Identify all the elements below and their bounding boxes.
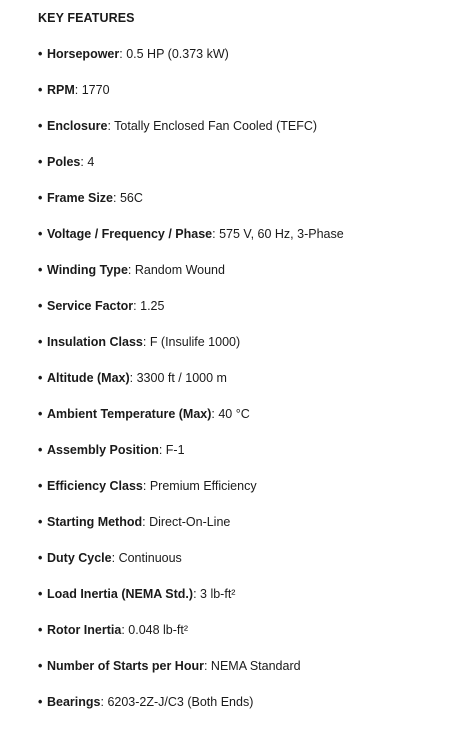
bullet-icon: •: [38, 443, 43, 457]
bullet-icon: •: [38, 47, 43, 61]
feature-name: Rotor Inertia: [47, 623, 122, 637]
feature-name: RPM: [47, 83, 75, 97]
bullet-icon: •: [38, 335, 43, 349]
feature-name: Winding Type: [47, 263, 128, 277]
feature-item: [38, 82, 460, 98]
feature-value: F (Insulife 1000): [149, 335, 241, 349]
feature-name: Insulation Class: [47, 335, 143, 349]
feature-value: 6203-2Z-J/C3 (Both Ends): [107, 695, 254, 709]
feature-item: [38, 622, 460, 638]
feature-value: Totally Enclosed Fan Cooled (TEFC): [114, 119, 318, 133]
feature-name: Ambient Temperature (Max): [47, 407, 212, 421]
feature-item: [38, 298, 460, 314]
feature-name: Bearings: [47, 695, 101, 709]
bullet-icon: •: [38, 83, 43, 97]
section-title: KEY FEATURES: [38, 11, 135, 25]
feature-item: [38, 586, 460, 602]
feature-name: Number of Starts per Hour: [47, 659, 204, 673]
feature-value: 1.25: [140, 299, 165, 313]
feature-value: 4: [87, 155, 95, 169]
feature-list: [38, 46, 460, 730]
bullet-icon: •: [38, 659, 43, 673]
feature-separator: :: [127, 263, 135, 277]
feature-separator: :: [100, 695, 108, 709]
bullet-icon: •: [38, 119, 43, 133]
bullet-icon: •: [38, 695, 43, 709]
feature-value: Direct-On-Line: [149, 515, 231, 529]
feature-item: [38, 694, 460, 710]
feature-name: Load Inertia (NEMA Std.): [47, 587, 194, 601]
feature-item: [38, 46, 460, 62]
feature-item: [38, 154, 460, 170]
feature-item: [38, 442, 460, 458]
feature-item: [38, 226, 460, 242]
feature-item: [38, 334, 460, 350]
bullet-icon: •: [38, 407, 43, 421]
feature-item: [38, 118, 460, 134]
feature-item: [38, 406, 460, 422]
bullet-icon: •: [38, 623, 43, 637]
feature-separator: :: [203, 659, 211, 673]
feature-name: Service Factor: [47, 299, 134, 313]
feature-name: Altitude (Max): [47, 371, 130, 385]
feature-separator: :: [74, 83, 82, 97]
feature-separator: :: [111, 551, 119, 565]
feature-item: [38, 190, 460, 206]
feature-value: 0.5 HP (0.373 kW): [126, 47, 229, 61]
bullet-icon: •: [38, 155, 43, 169]
feature-separator: :: [133, 299, 141, 313]
feature-separator: :: [80, 155, 88, 169]
feature-item: [38, 550, 460, 566]
feature-separator: :: [212, 227, 220, 241]
feature-value: Continuous: [118, 551, 182, 565]
feature-item: [38, 262, 460, 278]
feature-separator: :: [158, 443, 166, 457]
bullet-icon: •: [38, 227, 43, 241]
bullet-icon: •: [38, 515, 43, 529]
bullet-icon: •: [38, 191, 43, 205]
feature-separator: :: [142, 335, 150, 349]
feature-separator: :: [142, 479, 150, 493]
key-features-section: [38, 10, 460, 709]
bullet-icon: •: [38, 551, 43, 565]
bullet-icon: •: [38, 299, 43, 313]
bullet-icon: •: [38, 263, 43, 277]
feature-separator: :: [129, 371, 137, 385]
feature-separator: :: [193, 587, 201, 601]
feature-name: Voltage / Frequency / Phase: [47, 227, 213, 241]
feature-separator: :: [119, 47, 127, 61]
feature-name: Duty Cycle: [47, 551, 112, 565]
feature-separator: :: [121, 623, 129, 637]
feature-value: 56C: [119, 191, 143, 205]
feature-value: 1770: [81, 83, 110, 97]
bullet-icon: •: [38, 371, 43, 385]
feature-name: Poles: [47, 155, 81, 169]
feature-value: NEMA Standard: [210, 659, 301, 673]
feature-item: [38, 514, 460, 530]
feature-name: Enclosure: [47, 119, 108, 133]
feature-value: 3300 ft / 1000 m: [136, 371, 227, 385]
feature-value: F-1: [165, 443, 185, 457]
feature-name: Frame Size: [47, 191, 114, 205]
feature-item: [38, 370, 460, 386]
feature-value: 40 °C: [218, 407, 250, 421]
feature-value: Random Wound: [134, 263, 225, 277]
feature-name: Horsepower: [47, 47, 120, 61]
bullet-icon: •: [38, 479, 43, 493]
feature-separator: :: [107, 119, 115, 133]
bullet-icon: •: [38, 587, 43, 601]
feature-value: 575 V, 60 Hz, 3-Phase: [219, 227, 344, 241]
feature-separator: :: [142, 515, 150, 529]
feature-item: [38, 478, 460, 494]
feature-separator: :: [211, 407, 219, 421]
feature-value: 3 lb-ft²: [200, 587, 236, 601]
feature-separator: :: [113, 191, 120, 205]
feature-item: [38, 658, 460, 674]
feature-name: Starting Method: [47, 515, 143, 529]
feature-value: 0.048 lb-ft²: [128, 623, 189, 637]
feature-name: Efficiency Class: [47, 479, 143, 493]
feature-name: Assembly Position: [47, 443, 159, 457]
feature-value: Premium Efficiency: [149, 479, 257, 493]
